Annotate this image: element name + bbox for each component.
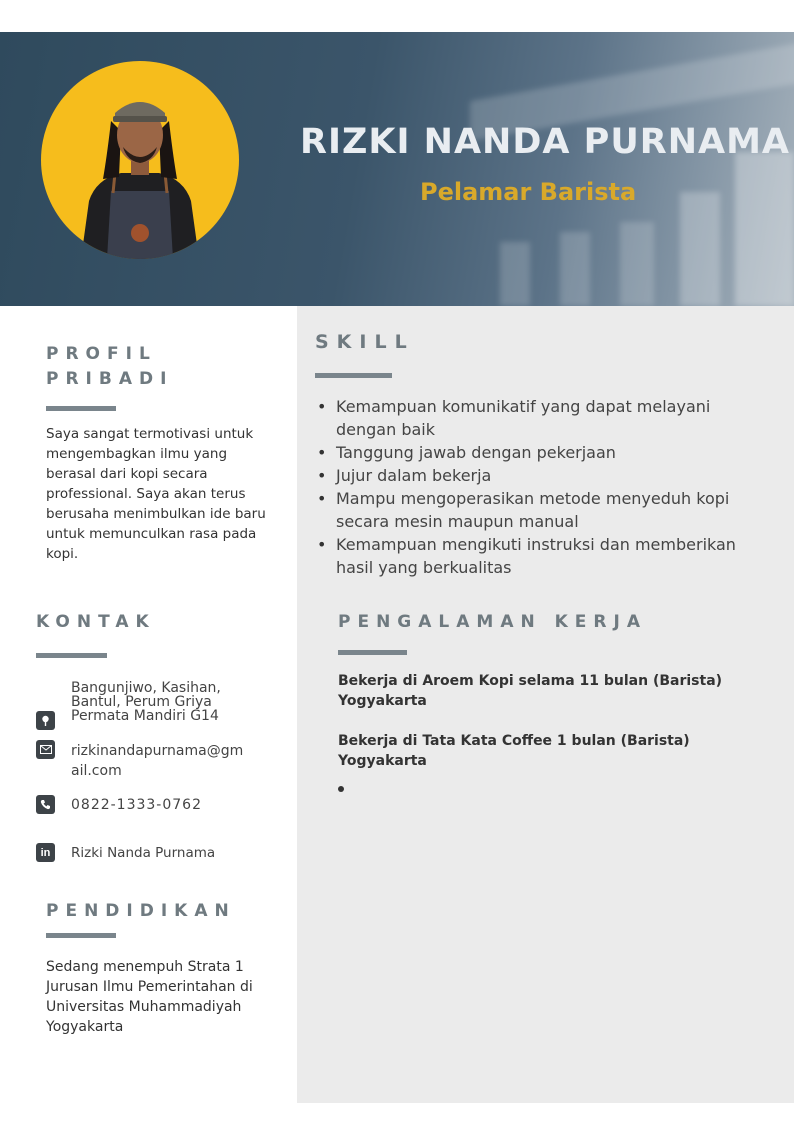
linkedin-glyph: in [40, 846, 51, 859]
envelope-icon [36, 740, 55, 759]
contact-email[interactable]: rizkinandapurnama@gmail.com [71, 743, 244, 779]
profile-photo [41, 61, 239, 259]
experience-location: Yogyakarta [338, 753, 427, 769]
education-heading: PENDIDIKAN [46, 901, 236, 921]
job-title: Pelamar Barista [420, 178, 637, 206]
phone-icon [36, 795, 55, 814]
skill-item: • Kemampuan komunikatif yang dapat melayani dengan baik [315, 395, 765, 441]
profile-heading-line2: PRIBADI [46, 369, 174, 389]
skill-item: • Jujur dalam bekerja [315, 464, 765, 487]
profile-heading [46, 342, 173, 392]
education-divider [46, 933, 116, 938]
experience-title: Bekerja di Tata Kata Coffee 1 bulan (Barista) [338, 733, 690, 749]
skill-list [315, 395, 765, 579]
contact-heading: KONTAK [36, 612, 156, 632]
map-pin-icon [36, 711, 55, 730]
skill-divider [315, 373, 392, 378]
experience-divider [338, 650, 407, 655]
profile-divider [46, 406, 116, 411]
profile-text: Saya sangat termotivasi untuk mengembagkan ilmu yang berasal dari kopi secara professional. Saya akan terus berusaha menimbulkan ide baru untuk memunculkan rasa pada kopi. [46, 426, 266, 562]
experience-location: Yogyakarta [338, 693, 427, 709]
contact-divider [36, 653, 107, 658]
skill-item: • Tanggung jawab dengan pekerjaan [315, 441, 765, 464]
linkedin-icon [36, 843, 55, 862]
skill-item: • Kemampuan mengikuti instruksi dan memberikan hasil yang berkualitas [315, 533, 765, 579]
profile-heading-line1: PROFIL [46, 344, 157, 364]
contact-linkedin[interactable]: Rizki Nanda Purnama [71, 845, 216, 861]
person-illustration [41, 61, 239, 259]
contact-address: Bangunjiwo, Kasihan, Bantul, Perum Griya Permata Mandiri G14 [71, 680, 221, 724]
contact-phone: 0822-1333-0762 [71, 797, 202, 813]
experience-heading: PENGALAMAN KERJA [338, 612, 647, 632]
candidate-name: RIZKI NANDA PURNAMA [300, 122, 790, 162]
experience-item [338, 731, 758, 771]
skill-item: • Mampu mengoperasikan metode menyeduh kopi secara mesin maupun manual [315, 487, 765, 533]
experience-title: Bekerja di Aroem Kopi selama 11 bulan (Barista) [338, 673, 723, 689]
education-text: Sedang menempuh Strata 1 Jurusan Ilmu Pemerintahan di Universitas Muhammadiyah Yogyakarta [46, 959, 253, 1035]
experience-item [338, 671, 758, 711]
skill-heading: SKILL [315, 331, 415, 353]
empty-bullet [338, 786, 344, 792]
